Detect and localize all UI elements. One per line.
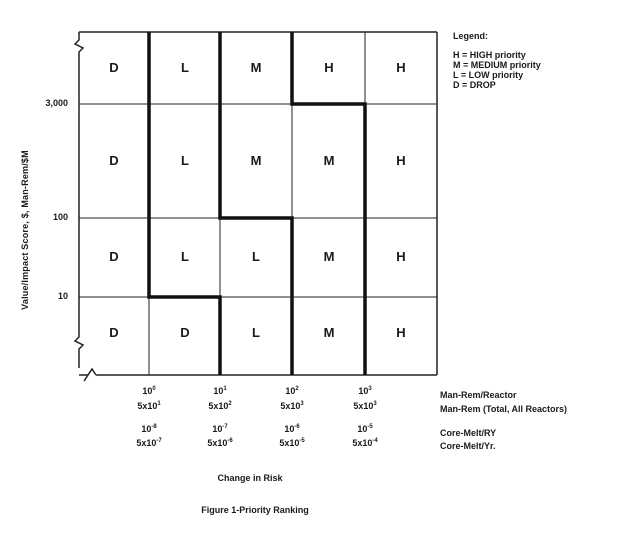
cell-r0-c4: H: [396, 60, 406, 75]
legend-item-low: L = LOW priority: [453, 70, 524, 80]
x-scale-label-3: Core-Melt/Yr.: [440, 441, 496, 451]
y-axis-label: Value/Impact Score, $, Man-Rem/$M: [20, 150, 30, 310]
boundary-medium: [292, 32, 365, 375]
x-tick-s1-0: $5x10^1$: [137, 401, 161, 411]
legend-title: Legend:: [453, 31, 488, 41]
cell-r3-c2: L: [252, 325, 260, 340]
cell-r3-c0: D: [109, 325, 119, 340]
x-tick-s0-1: $10^1$: [213, 386, 227, 396]
figure-caption: Figure 1-Priority Ranking: [201, 505, 309, 515]
cell-r0-c1: L: [181, 60, 189, 75]
cell-r0-c2: M: [250, 60, 262, 75]
legend-item-medium: M = MEDIUM priority: [453, 60, 541, 70]
cell-r1-c1: L: [181, 153, 189, 168]
x-tick-s3-2: $5x10^{-5}$: [279, 438, 305, 448]
legend-item-drop: D = DROP: [453, 80, 496, 90]
cell-r3-c4: H: [396, 325, 406, 340]
x-tick-s0-2: $10^2$: [285, 386, 299, 396]
cell-r0-c3: H: [324, 60, 334, 75]
x-tick-s2-3: $10^{-5}$: [357, 424, 373, 434]
x-tick-s3-3: $5x10^{-4}$: [352, 438, 378, 448]
x-tick-s0-3: $10^3$: [358, 386, 372, 396]
x-axis-break: [79, 369, 96, 381]
cell-r3-c1: D: [180, 325, 190, 340]
cell-r1-c2: M: [250, 153, 262, 168]
boundary-drop: [149, 32, 220, 375]
cell-r1-c0: D: [109, 153, 119, 168]
x-tick-s1-3: $5x10^3$: [353, 401, 377, 411]
y-tick-10: 10: [57, 291, 68, 301]
cell-r2-c1: L: [181, 249, 189, 264]
x-tick-s1-2: $5x10^3$: [280, 401, 304, 411]
x-axis-label: Change in Risk: [217, 473, 283, 483]
cell-r2-c4: H: [396, 249, 406, 264]
legend-item-high: H = HIGH priority: [453, 50, 526, 60]
x-tick-s2-2: $10^{-6}$: [284, 424, 300, 434]
x-tick-s3-0: $5x10^{-7}$: [136, 438, 162, 448]
boundary-low: [220, 32, 292, 375]
y-tick-3000: 3,000: [45, 98, 68, 108]
cell-r0-c0: D: [109, 60, 119, 75]
legend: [453, 31, 541, 90]
x-tick-s0-0: $10^0$: [142, 386, 156, 396]
x-tick-s3-1: $5x10^{-6}$: [207, 438, 233, 448]
cell-r3-c3: M: [323, 325, 335, 340]
x-scale-label-0: Man-Rem/Reactor: [440, 390, 517, 400]
cell-r2-c0: D: [109, 249, 119, 264]
y-tick-100: 100: [52, 212, 68, 222]
y-axis-line: [75, 32, 83, 368]
x-tick-s2-1: $10^{-7}$: [212, 424, 228, 434]
x-scale-label-2: Core-Melt/RY: [440, 428, 497, 438]
x-tick-s1-1: $5x10^2$: [208, 401, 232, 411]
x-scale-label-1: Man-Rem (Total, All Reactors): [440, 404, 568, 414]
cell-r1-c3: M: [323, 153, 335, 168]
x-tick-s2-0: $10^{-8}$: [141, 424, 157, 434]
cell-r2-c3: M: [323, 249, 335, 264]
cell-r2-c2: L: [252, 249, 260, 264]
cell-r1-c4: H: [396, 153, 406, 168]
